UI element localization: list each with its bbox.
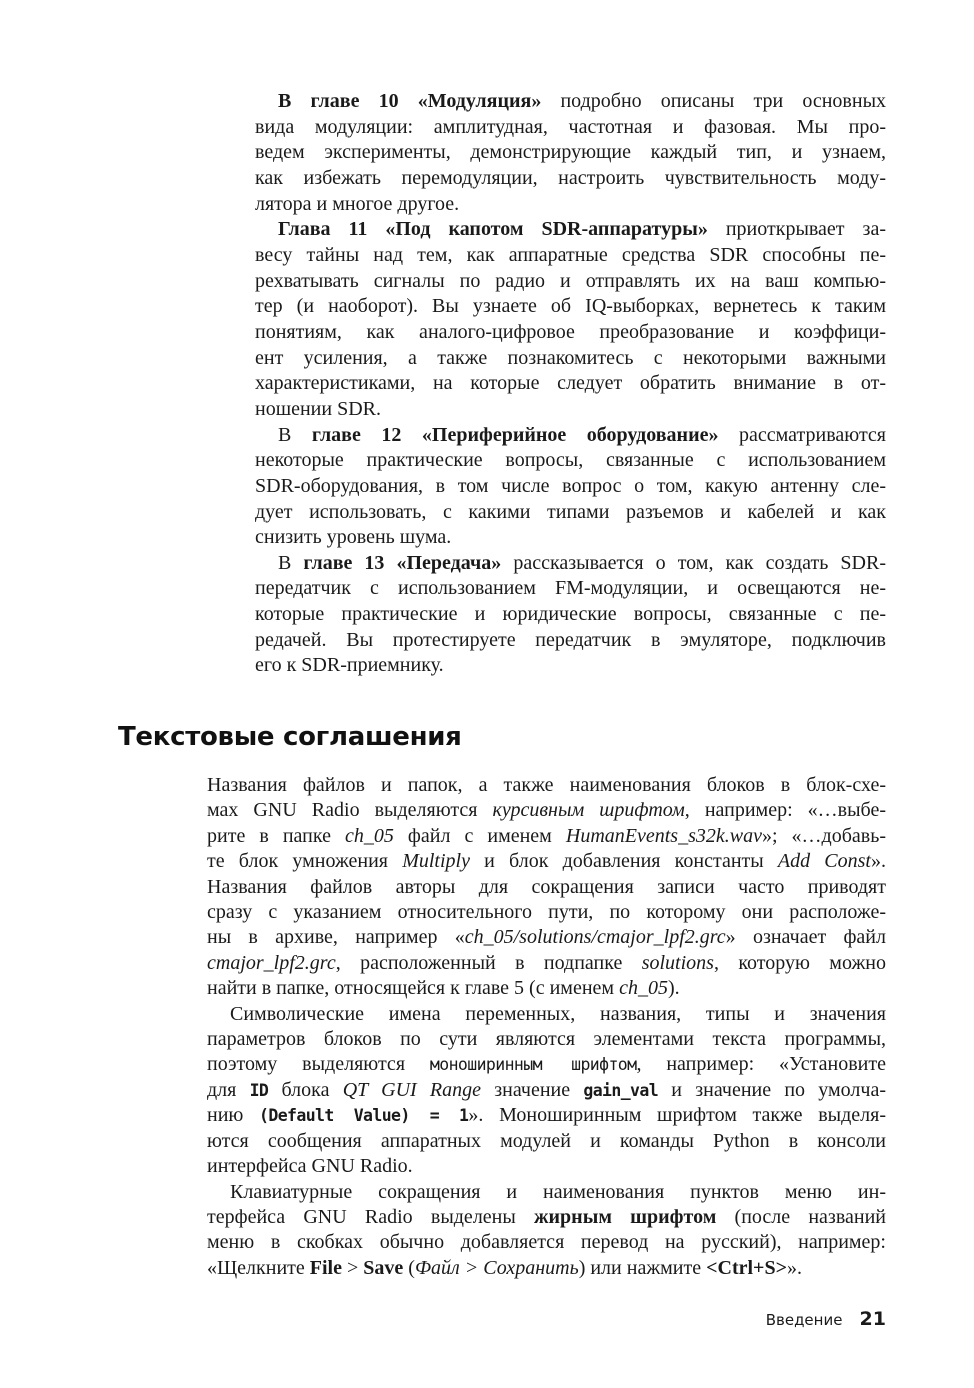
text: ». bbox=[786, 1256, 802, 1279]
paragraph bbox=[255, 423, 886, 551]
text-line bbox=[255, 371, 886, 397]
monospace-text: моноширинным шрифтом bbox=[429, 1055, 637, 1075]
text: как избежать перемодуляции, настроить чувствительность моду- bbox=[255, 166, 886, 189]
page-number: 21 bbox=[859, 1308, 886, 1330]
paragraph bbox=[207, 1002, 886, 1180]
text-line bbox=[207, 1205, 886, 1230]
text: его к SDR-приемнику. bbox=[255, 654, 444, 677]
text-line bbox=[255, 115, 886, 141]
italic-text: solutions bbox=[641, 951, 714, 974]
text: ны в архиве, например « bbox=[207, 926, 465, 949]
text: рехватывать сигналы по радио и отправлять их на ваш компью- bbox=[255, 269, 886, 292]
text: интерфейса GNU Radio. bbox=[207, 1155, 413, 1178]
text: ношении SDR. bbox=[255, 397, 381, 420]
text: рассказывается о том, как создать SDR- bbox=[501, 551, 887, 574]
text-line bbox=[255, 500, 886, 526]
text-line bbox=[207, 875, 886, 900]
text-conventions-text bbox=[207, 773, 886, 1281]
text-line bbox=[207, 1052, 886, 1077]
paragraph bbox=[255, 217, 886, 422]
bold-text: Глава 11 «Под капотом SDR-аппаратуры» bbox=[278, 218, 708, 241]
italic-text: HumanEvents_s32k.wav bbox=[565, 824, 762, 847]
text: приоткрывает за- bbox=[707, 218, 886, 241]
text: ) или нажмите bbox=[578, 1256, 707, 1279]
italic-text: Файл > Сохранить bbox=[414, 1256, 579, 1279]
text: Названия файлов и папок, а также наименования блоков в блок-схе- bbox=[207, 774, 886, 796]
text: блока bbox=[268, 1078, 343, 1101]
text: меню в скобках обычно добавляется перевод на русский), например: bbox=[207, 1231, 886, 1254]
text: (после названий bbox=[716, 1205, 886, 1228]
text-line bbox=[207, 900, 886, 925]
text: и значение по умолча- bbox=[658, 1078, 886, 1101]
text: и блок добавления константы bbox=[469, 850, 778, 873]
text: те блок умножения bbox=[207, 850, 403, 873]
text-line bbox=[207, 925, 886, 950]
text: ются сообщения аппаратных модулей и команды Python в консоли bbox=[207, 1129, 886, 1152]
monospace-text: gain_val bbox=[583, 1080, 659, 1100]
text: подробно описаны три основных bbox=[541, 90, 887, 112]
text-line bbox=[255, 397, 886, 423]
italic-text: ch_05 bbox=[344, 824, 394, 847]
paragraph bbox=[255, 551, 886, 679]
text-line bbox=[207, 1154, 886, 1179]
text: Названия файлов авторы для сокращения записи часто приводят bbox=[207, 875, 886, 898]
text-line bbox=[255, 576, 886, 602]
text: > bbox=[342, 1256, 364, 1279]
text: , которую можно bbox=[713, 951, 886, 974]
text-line bbox=[207, 1230, 886, 1255]
text: ). bbox=[667, 977, 680, 1000]
text: характеристиками, на которые следует обратить внимание в от- bbox=[255, 372, 886, 395]
bold-text: <Ctrl+S> bbox=[706, 1256, 787, 1279]
text: »; «…добавь- bbox=[761, 824, 886, 847]
text: , например: «Установите bbox=[636, 1053, 887, 1076]
bold-text: File bbox=[309, 1256, 342, 1279]
bold-text: Save bbox=[363, 1256, 404, 1279]
text: которые практические и юридические вопросы, связанные с пе- bbox=[255, 603, 886, 626]
text-line bbox=[207, 849, 886, 874]
text: SDR-оборудования, в том числе вопрос о том, какую антенну сле- bbox=[255, 474, 886, 497]
text-line bbox=[207, 773, 886, 798]
text: , расположенный в подпапке bbox=[335, 951, 642, 974]
monospace-text: ID bbox=[249, 1080, 269, 1100]
text-line bbox=[255, 294, 886, 320]
text: лятора и многое другое. bbox=[255, 192, 460, 215]
text-line bbox=[255, 346, 886, 372]
text: терфейса GNU Radio выделены bbox=[207, 1205, 535, 1228]
text: В bbox=[278, 551, 304, 574]
text: «Щелкните bbox=[207, 1256, 310, 1279]
paragraph bbox=[255, 89, 886, 217]
text-line bbox=[207, 976, 886, 1001]
text-line bbox=[207, 1002, 886, 1027]
text: передатчик с использованием FM-модуляции, и освещаются не- bbox=[255, 577, 886, 600]
text: понятиям, как аналого-цифровое преобразование и коэффици- bbox=[255, 320, 886, 343]
monospace-text: (Default Value) = 1 bbox=[259, 1106, 469, 1126]
text: Клавиатурные сокращения и наименования пунктов меню ин- bbox=[230, 1180, 886, 1203]
bold-text: главе 12 «Периферийное оборудование» bbox=[311, 423, 719, 446]
text-line bbox=[255, 423, 886, 449]
text-line bbox=[255, 525, 886, 551]
text: тер (и наоборот). Вы узнаете об IQ-выборках, вернетесь к таким bbox=[255, 295, 886, 318]
text: сразу с указанием относительного пути, по которому они расположе- bbox=[207, 901, 886, 924]
text-line bbox=[207, 824, 886, 849]
text-line bbox=[255, 140, 886, 166]
bold-text: жирным шрифтом bbox=[534, 1205, 717, 1228]
text: » означает файл bbox=[725, 926, 886, 949]
page-footer bbox=[766, 1308, 886, 1330]
text-line bbox=[207, 1129, 886, 1154]
text: ент усиления, а также познакомитесь с некоторыми важными bbox=[255, 346, 886, 369]
text-line bbox=[207, 1027, 886, 1052]
italic-text: QT GUI Range bbox=[342, 1078, 481, 1101]
text: файл с именем bbox=[393, 824, 566, 847]
chapter-overview-text bbox=[255, 89, 886, 679]
text: рассматриваются bbox=[718, 423, 887, 446]
text-line bbox=[255, 448, 886, 474]
text-line bbox=[255, 217, 886, 243]
text: найти в папке, относящейся к главе 5 (с именем bbox=[207, 977, 620, 1000]
paragraph bbox=[207, 773, 886, 1002]
text-line bbox=[255, 551, 886, 577]
paragraph bbox=[207, 1180, 886, 1282]
text: ведем эксперименты, демонстрирующие каждый тип, и узнаем, bbox=[255, 141, 886, 164]
italic-text: cmajor_lpf2.grc bbox=[207, 951, 336, 974]
text: для bbox=[207, 1078, 250, 1101]
text-line bbox=[207, 1180, 886, 1205]
italic-text: Multiply bbox=[402, 850, 470, 873]
italic-text: курсивным шрифтом bbox=[492, 799, 685, 822]
text: ». bbox=[870, 850, 886, 873]
text-line bbox=[207, 1078, 886, 1103]
text-line bbox=[255, 243, 886, 269]
text: значение bbox=[481, 1078, 584, 1101]
text-line bbox=[255, 166, 886, 192]
text-line bbox=[255, 602, 886, 628]
running-header-section: Введение bbox=[765, 1311, 843, 1329]
text-line bbox=[255, 653, 886, 679]
text: поэтому выделяются bbox=[207, 1053, 430, 1076]
text-line bbox=[255, 628, 886, 654]
text: снизить уровень шума. bbox=[255, 526, 452, 549]
italic-text: ch_05/solutions/cmajor_lpf2.grc bbox=[464, 926, 726, 949]
text-line bbox=[207, 1103, 886, 1128]
text: редачей. Вы протестируете передатчик в эмуляторе, подключив bbox=[255, 628, 886, 651]
section-heading: Текстовые соглашения bbox=[118, 722, 462, 752]
text: рите в папке bbox=[207, 824, 345, 847]
text: мах GNU Radio выделяются bbox=[207, 799, 493, 822]
text: дует использовать, с какими типами разъемов и кабелей и как bbox=[255, 500, 886, 523]
text: параметров блоков по сути являются элементами текста программы, bbox=[207, 1028, 886, 1051]
text: некоторые практические вопросы, связанные с использованием bbox=[255, 449, 886, 472]
text-line bbox=[207, 951, 886, 976]
text: Символические имена переменных, названия, типы и значения bbox=[230, 1002, 886, 1025]
bold-text: главе 13 «Передача» bbox=[303, 551, 502, 574]
text-line bbox=[255, 192, 886, 218]
text-line bbox=[255, 474, 886, 500]
text: ( bbox=[403, 1256, 415, 1279]
italic-text: Add Const bbox=[777, 850, 871, 873]
text: В bbox=[278, 423, 312, 446]
text: вида модуляции: амплитудная, частотная и фазовая. Мы про- bbox=[255, 115, 886, 138]
text-line bbox=[255, 89, 886, 115]
text: нию bbox=[207, 1104, 260, 1127]
text-line bbox=[255, 269, 886, 295]
text-line bbox=[207, 798, 886, 823]
text-line bbox=[255, 320, 886, 346]
text-line bbox=[207, 1256, 886, 1281]
text: , например: «…выбе- bbox=[684, 799, 886, 822]
text: ». Моноширинным шрифтом также выделя- bbox=[468, 1104, 886, 1127]
text: весу тайны над тем, как аппаратные средства SDR способны пе- bbox=[255, 243, 886, 266]
italic-text: ch_05 bbox=[619, 977, 668, 1000]
bold-text: В главе 10 «Модуляция» bbox=[278, 90, 542, 112]
